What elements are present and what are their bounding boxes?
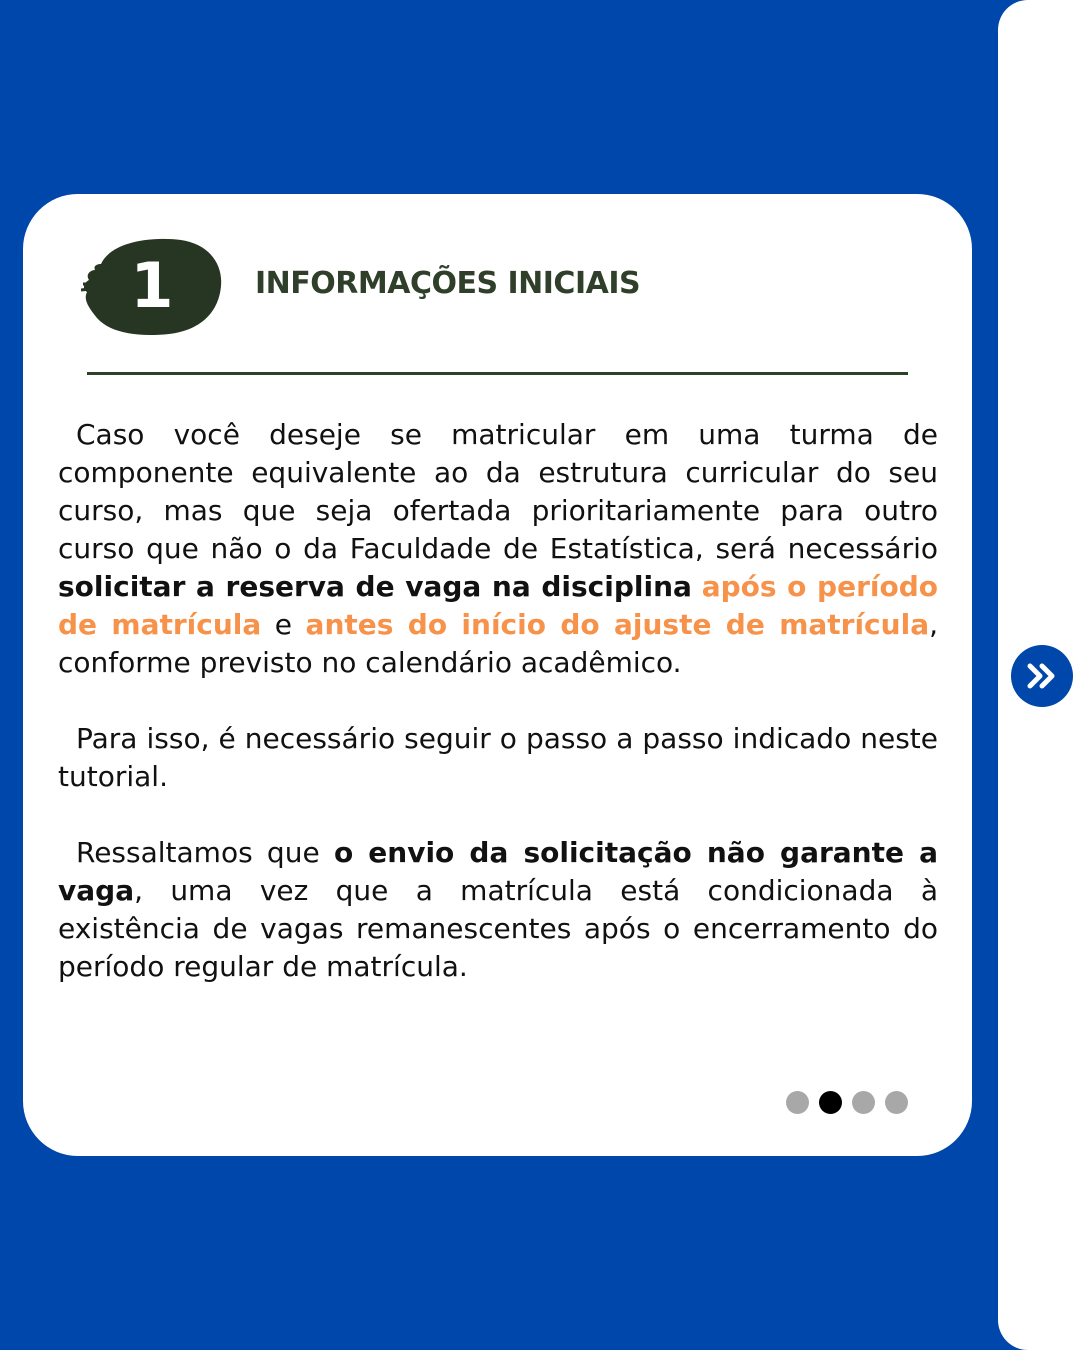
- page-dot-1[interactable]: [786, 1091, 809, 1114]
- step-number-badge: [81, 234, 223, 336]
- paragraph-3-text-b: , uma vez que a matrícula está condicionada à existência de vagas remanescentes após o encerramento do período regular de matrícula.: [58, 874, 938, 983]
- next-slide-button[interactable]: [1011, 645, 1073, 707]
- section-title: INFORMAÇÕES INICIAIS: [255, 266, 641, 301]
- page-dot-2[interactable]: [819, 1091, 842, 1114]
- paragraph-3-bold: o envio da solicitação não garante a vaga: [58, 836, 938, 907]
- paragraph-1-bold: solicitar a reserva de vaga na disciplina: [58, 570, 692, 603]
- paragraph-1-text-a: Caso você deseje se matricular em uma turma de componente equivalente ao da estrutura curricular do seu curso, mas que seja ofertada prioritariamente para outro curso que não o da Faculdade de Estatística, será necessário: [58, 418, 938, 565]
- body-text: [58, 416, 938, 1024]
- info-card: [23, 194, 972, 1156]
- paragraph-3-text-a: Ressaltamos que: [76, 836, 334, 869]
- page-dot-4[interactable]: [885, 1091, 908, 1114]
- paragraph-3: [58, 834, 938, 986]
- paragraph-1-conjunction: e: [261, 608, 306, 641]
- page-dot-3[interactable]: [852, 1091, 875, 1114]
- paragraph-1-text-b: , conforme previsto no calendário acadêmico.: [58, 608, 938, 679]
- paragraph-1: [58, 416, 938, 682]
- pagination-dots: [786, 1091, 908, 1114]
- title-divider: [87, 372, 908, 375]
- step-number: 1: [130, 248, 174, 322]
- paragraph-1-space: [692, 570, 702, 603]
- paragraph-1-highlight-2: antes do início do ajuste de matrícula: [305, 608, 930, 641]
- paragraph-1-highlight-1: após o período de matrícula: [58, 570, 938, 641]
- paragraph-2: Para isso, é necessário seguir o passo a passo indicado neste tutorial.: [58, 722, 938, 793]
- double-chevron-right-icon: [1025, 662, 1059, 690]
